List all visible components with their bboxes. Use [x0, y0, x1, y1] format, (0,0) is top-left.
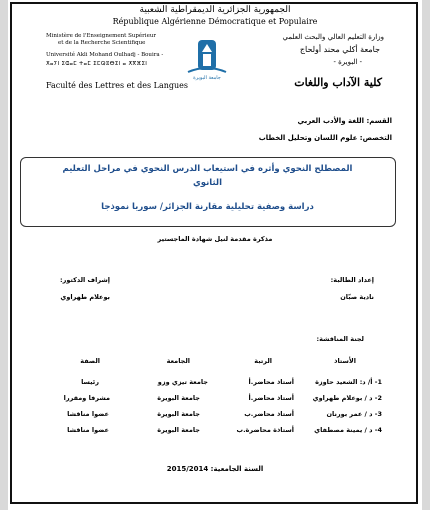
row-university: جامعة تيزي وزو: [157, 378, 208, 386]
committee-title: لجنة المناقشة:: [316, 335, 364, 343]
row-professor: 1- أ/ د: الشعيد حاوزة: [315, 378, 382, 386]
city-arabic: - البويرة -: [333, 58, 362, 66]
header-professor: الأستاذ: [334, 357, 356, 365]
ministry-arabic: وزارة التعليم العالي والبحث العلمي: [282, 33, 384, 41]
document-page: [8, 0, 422, 510]
republic-french: République Algérienne Démocratique et Populaire: [112, 17, 318, 26]
row-professor: 3- د / عمر بورنان: [326, 410, 382, 418]
row-role: عضوا مناقشا: [67, 410, 109, 418]
row-rank: أستاذ محاضر.أ: [248, 378, 294, 386]
university-french: Université Akli Mohand Oulhadj - Bouira -: [46, 52, 164, 58]
ministry-french-line1: Ministère de l'Enseignement Supérieur: [46, 33, 156, 39]
university-tifinagh: ⵅⴰⵢⵏ ⵉⵛⴰⵎ ⵜⴰⵎ ⵉⵎⵕⵓⴱⵉⵏ ⴰ ⵅⴳⴼⵉⵏ: [46, 61, 148, 67]
row-role: عضوا مناقشا: [67, 426, 109, 434]
header-rank: الرتبة: [254, 357, 272, 365]
university-logo: [178, 38, 236, 86]
row-university: جامعة البويرة: [157, 426, 200, 434]
degree-statement: مذكرة مقدمة لنيل شهادة الماجستير: [157, 235, 273, 243]
header-role: الصفة: [80, 357, 100, 365]
row-rank: أستاذ محاضر.ب: [244, 410, 294, 418]
supervisor-name: بوعلام طهراوي: [60, 293, 110, 301]
faculty-arabic: كلية الآداب واللغات: [294, 76, 382, 89]
supervisor-label: إشراف الدكتور:: [60, 276, 110, 284]
row-rank: أستاذة محاضرة.ب: [236, 426, 294, 434]
ministry-french-line2: et de la Recherche Scientifique: [58, 40, 146, 46]
thesis-title-box: [20, 157, 396, 227]
row-university: جامعة البويرة: [157, 410, 200, 418]
faculty-french: Faculté des Lettres et des Langues: [46, 81, 188, 90]
specialty-label: التخصص: علوم اللسان وتحليل الخطاب: [258, 134, 392, 142]
row-role: رئيسا: [81, 378, 99, 386]
student-name: نادية صبّان: [340, 293, 374, 301]
thesis-title-line2: الثانوي: [192, 178, 223, 188]
row-rank: أستاذ محاضر.أ: [248, 394, 294, 402]
student-label: إعداد الطالبة:: [330, 276, 374, 284]
academic-year: السنة الجامعية: 2015/2014: [166, 465, 264, 473]
thesis-subtitle: دراسة وصفية تحليلية مقارنة الجزائر/ سوريا نموذجا: [101, 202, 314, 212]
row-professor: 4- د / يمينة مصطفاي: [314, 426, 382, 434]
row-university: جامعة البويرة: [157, 394, 200, 402]
row-professor: 2- د / بوعلام طهراوي: [312, 394, 382, 402]
thesis-title-line1: المصطلح النحوي وأثره في استيعاب الدرس النحوي في مراحل التعليم: [62, 164, 353, 174]
university-arabic: جامعة أكلي محند أولحاج: [299, 45, 380, 54]
row-role: مشرفا ومقررا: [63, 394, 110, 402]
header-university: الجامعة: [166, 357, 190, 365]
republic-arabic: الجمهورية الجزائرية الديمقراطية الشعبية: [139, 5, 291, 15]
section-label: القسم: اللغة والأدب العربي: [297, 117, 392, 125]
logo-caption: جامعة البويرة: [193, 75, 221, 81]
